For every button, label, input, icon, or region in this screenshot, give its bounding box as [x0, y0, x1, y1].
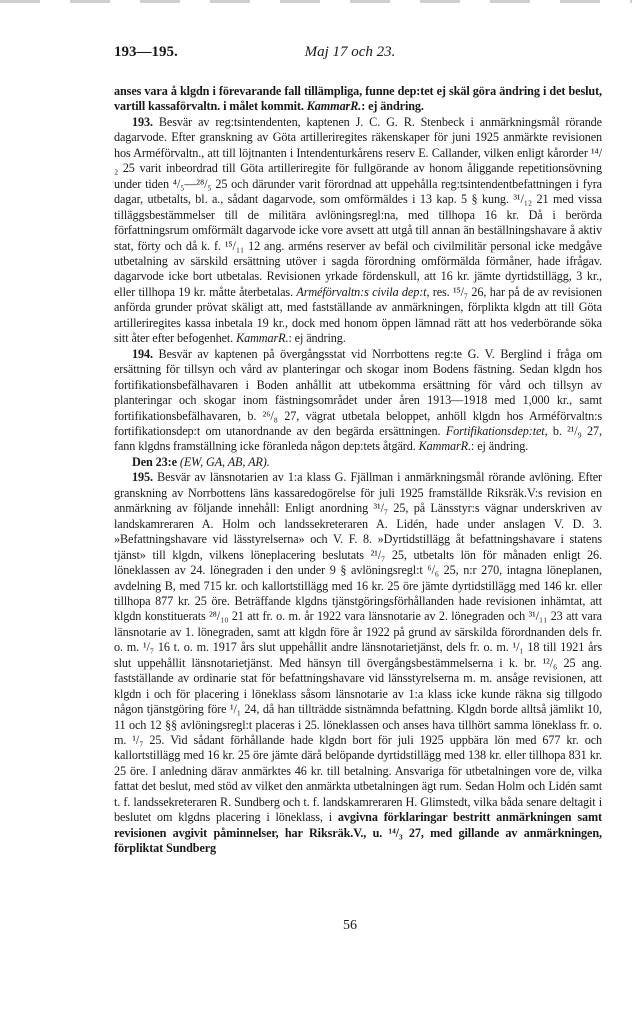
text-run-bold: avgivna förklaringar bestritt anmärkningen samt revisionen avgivit påminnelser, har Riksräk.V., — [114, 810, 602, 840]
text-run: b. ²¹/₉ 27, fann klgdns framställning icke föranleda någon dep:tets åtgärd. — [114, 423, 602, 454]
court-name: KammarR. — [418, 439, 471, 454]
court-name: KammarR. — [306, 99, 362, 114]
judges-initials: (EW, GA, AB, AR). — [179, 454, 270, 469]
text-run: : ej ändring. — [361, 99, 424, 114]
text-run: res. ¹⁵/₇ 26, har på de av revisionen anförda grunder prövat skäligt att, med fastställande av anmärkningen, förplikta klgdn att till Göta artilleriregites kassa inbetala 19 kr., dock med honom öppen lämnad rätt att hos vederbörande söka sitt åter efter befogenhet. — [114, 284, 602, 346]
authority-name: Arméförvaltn:s civila dep:t, — [296, 284, 430, 299]
text-run: : ej ändring. — [288, 331, 346, 346]
day-heading — [114, 455, 602, 470]
text-run: Besvär av länsnotarien av 1:a klass G. Fjällman i anmärkningsmål rörande avlöning. Efter granskning av Norrbottens läns kassaredogörelse för juli 1925 framställde Riksräk.V:s revision en anmärkning av följande innehåll: Enligt anordning ³¹/₇ 25, på Länsstyr:s vägnar underskriven av landskamreraren A. Holm och landssekreteraren A. Lidén, hade under anslagen V. D. 3. »Befattningshavare vid lässtyrelserna» och V. F. 8. »Dyrtidstillägg åt befattningshavare i statens tjänst» till klgdn, vilkens löneplacering beslutats ²¹/₇ 25, utbetalts lön för månaden enligt 26. löneklassen av 24. lönegraden i den under 9 § avlöningsregl:t ⁶/₆ 25, n:r 270, intagna löneplanen, avdelning B, med 715 kr. och kallortstillägg med 16 kr. 25 öre jämte dyrtidstillägg med 146 kr. eller tillhopa 877 kr. 25 öre. Beträffande klgdns tjänstgöringsförhållanden hade revisionen inhämtat, att klgdn konstituerats ²⁸/₁₀ 21 att fr. o. m. år 1922 vara länsnotarie av 2. lönegraden och ³¹/₁₁ 23 att vara länsnotarie av 1. lönegraden, samt att klgdn före år 1922 på grund av särskilda förordnanden dels fr. o. m. ¹/₇ 16 t. o. m. 1917 års slut uppehållit andre länsnotarietjänst, dels fr. o. m. ¹/₁ 18 till 1921 års slut uppehållit länsnotarietjänst. Med hänsyn till övergångsbestämmelserna i k. br. ¹²/₆ 25 ang. fastställande av ordinarie stat för befattningshavare vid länsstyrelserna m. m. ansåge revisionen, att klgdn i och för placering i löneklass såsom länsnotarie av 1:a klass icke kunde räkna sig tillgodo någon tjänstgöring före ¹/₁ 24, då han tillträdde sistnämnda befattning. Klgdn borde alltså jämlikt 10, 11 och 12 §§ avlöningsregl:t placeras i 25. löneklassen och anses hava tillhört samma löneklass fr. o. m. ¹/₇ 25. Vid sådant förhållande hade klgdn bort för juli 1925 uppbära lön med 677 kr. och kallortstillägg med 16 kr. 25 öre jämte därå belöpande dyrtidstillägg med 138 kr. eller tillhopa 831 kr. 25 öre. I anledning därav anmärktes 46 kr. till betalning. Ansvariga för utbetalningen vore de, vilka fattat det beslut, med stöd av vilket den anmärkta utbetalningen ägt rum. Sedan Holm och Lidén samt t. f. landssekreteraren R. Sundberg och t. f. landskamreraren H. Glimstedt, vilka båda senare deltagit i beslutet om klgdns placering i löneklass, i — [114, 470, 602, 825]
case-range: 193—195. — [114, 44, 178, 60]
day-label: Den 23:e — [132, 454, 177, 469]
court-name: KammarR. — [236, 331, 289, 346]
authority-name: Fortifikationsdep:tet, — [445, 423, 548, 438]
case-194 — [114, 347, 602, 455]
page-header — [98, 44, 602, 64]
case-number: 193. — [132, 114, 153, 129]
text-run: : ej ändring. — [470, 439, 529, 454]
document-page — [98, 0, 602, 1022]
text-run-bold: u. ¹⁴/₃ 27, med gillande av anmärkningen, förpliktat Sundberg — [114, 825, 602, 856]
page-number: 56 — [343, 918, 357, 933]
paragraph-continued — [114, 84, 602, 115]
text-run: anses vara å klgdn i förevarande fall tillämpliga, funne dep:tet ej skäl göra ändring i det beslut, vartill kassaförvaltn. i målet kommit. — [114, 84, 602, 114]
case-193 — [114, 115, 602, 347]
text-run: Besvär av reg:tsintendenten, kaptenen J. C. G. R. Stenbeck i anmärkningsmål rörande dagarvode. Efter granskning av Göta artilleriregites räkenskaper för juni 1925 anmärkte revisionen hos Arméförvaltn., att till löjtnanten i Intendenturkårens reserv E. Callander, vilken enligt kårorder ¹⁴/₂ 25 varit inbeordrad till Göta artilleriregite för fullgörande av honom åliggande repetitionsövning under tiden ⁴/₅—²⁸/₅ 25 och därunder varit förordnad att uppehålla reg:tsintendentbefattningen i fyra dagar, utbetalts, bl. a., sådant dagarvode, som omförmäldes i 13 kap. 5 § kung. ³¹/₁₂ 21 med vissa tilläggsbestämmelser till de militära avlöningsregl:na, med tillhopa 16 kr. Då i berörda författningsrum omförmält dagarvode icke vore avsett att utgå till annan än beställningshavare å aktiv stat, förty och då k. f. ¹⁵/₁₁ 12 ang. arméns reserver av befäl och civilmilitär personal icke medgåve utbetalning av särskild ersättning utöver i sagda förordning omförmälda förmåner, hade ifrågav. dagarvode icke bort utbetalas. Revisionen yrkade fördenskull, att 16 kr. jämte dyrtidstillägg, 3 kr., eller tillhopa 19 kr. måtte återbetalas. — [114, 114, 602, 299]
case-number: 194. — [132, 346, 153, 361]
text-run: Besvär av kaptenen på övergångsstat vid Norrbottens reg:te G. V. Berglind i fråga om ersättning för tillsyn och vård av planteringar och skogar inom Bodens fästning. Sedan klgdn hos fortifikationsbefälhavaren i Boden anhållit att utbekomma ersättning för vård och tillsyn av planteringar och skogar inom fästningsområdet under åren 1913—1918 med 1,000 kr., samt fortifikationsbefälhavaren, b. ²⁶/₈ 27, vägrat utbetala beloppet, anhöll klgdn hos Arméförvaltn:s fortifikationsdep:t om utanordnande av den begärda ersättningen. — [114, 346, 602, 438]
case-195 — [114, 470, 602, 856]
header-date: Maj 17 och 23. — [304, 44, 396, 60]
case-number: 195. — [132, 470, 153, 485]
document-body — [114, 84, 602, 857]
